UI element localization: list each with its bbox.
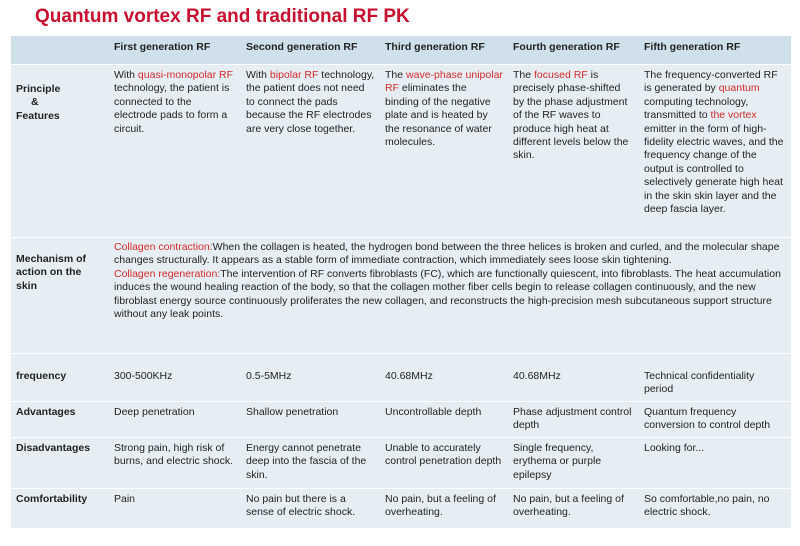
row-label-comfortability: Comfortability [11, 489, 109, 528]
advantages-cell-fifth: Quantum frequency conversion to control depth [639, 402, 791, 437]
principle-label-line2: & [31, 96, 39, 109]
disadvantages-cell-second: Energy cannot penetrate deep into the fascia of the skin. [241, 438, 380, 488]
principle-fifth-mid: computing technology, transmitted to [644, 95, 749, 122]
frequency-cell-second: 0.5-5MHz [241, 354, 380, 401]
principle-cell-first [109, 65, 241, 237]
principle-second-post: technology, the patient does not need to connect the pads because the RF electrodes are very close together. [246, 69, 375, 135]
principle-third-pre: The [385, 69, 407, 81]
principle-fourth-pre: The [513, 69, 535, 81]
advantages-cell-second: Shallow penetration [241, 402, 380, 437]
advantages-cell-fourth: Phase adjustment control depth [508, 402, 639, 437]
principle-second-pre: With [246, 69, 270, 81]
principle-fifth-highlight: quantum [718, 82, 760, 95]
collagen-contraction [114, 241, 786, 268]
disadvantages-cell-first: Strong pain, high risk of burns, and electric shock. [109, 438, 241, 488]
advantages-cell-third: Uncontrollable depth [380, 402, 508, 437]
principle-fourth-highlight: focused RF [534, 69, 588, 81]
collagen-regeneration-text: The intervention of RF converts fibroblasts (FC), which are functionally quiescent, into fibroblasts. The heat accumulation induces the wound healing reaction of the body, so that the collagen mother fiber cells begin to release collagen continuously, and the new fibroblast energy source continuously proliferates the new collagen, and reconstructs the high-precision mesh subcutaneous support structure without any leak points. [114, 267, 781, 321]
principle-cell-second [241, 65, 380, 237]
principle-fifth-pre: The frequency-converted RF is generated by [644, 69, 778, 95]
header-first-generation: First generation RF [109, 36, 241, 64]
principle-label-line3: Features [16, 109, 60, 122]
disadvantages-cell-fourth: Single frequency, erythema or purple epilepsy [508, 438, 639, 488]
frequency-cell-fourth: 40.68MHz [508, 354, 639, 401]
comfortability-cell-fourth: No pain, but a feeling of overheating. [508, 489, 639, 528]
advantages-cell-first: Deep penetration [109, 402, 241, 437]
principle-first-pre: With [114, 69, 138, 81]
frequency-cell-first: 300-500KHz [109, 354, 241, 401]
comfortability-cell-first: Pain [109, 489, 241, 528]
principle-fifth-highlight-2: the vortex [710, 109, 757, 122]
row-label-advantages: Advantages [11, 402, 109, 437]
collagen-regeneration [114, 268, 786, 322]
header-fifth-generation: Fifth generation RF [639, 36, 791, 64]
frequency-cell-fifth: Technical confidentiality period [639, 354, 791, 401]
principle-first-post: technology, the patient is connected to the electrode pads to form a circuit. [114, 82, 230, 135]
principle-fourth-post: is precisely phase-shifted by the phase adjustment of the RF waves to produce high heat at different levels below the skin. [513, 69, 629, 162]
collagen-contraction-text: When the collagen is heated, the hydrogen bond between the three helices is broken and curled, and the molecular shape changes structurally. It appears as a stable form of immediate contraction, which immediately sees loose skin tightening. [114, 241, 780, 267]
principle-second-highlight: bipolar RF [269, 69, 319, 81]
row-label-frequency: frequency [11, 354, 109, 401]
header-third-generation: Third generation RF [380, 36, 508, 64]
header-fourth-generation: Fourth generation RF [508, 36, 639, 64]
principle-cell-fifth [639, 65, 791, 237]
collagen-contraction-title: Collagen contraction: [114, 241, 213, 253]
collagen-regeneration-title: Collagen regeneration: [114, 267, 221, 280]
page-title: Quantum vortex RF and traditional RF PK [35, 6, 410, 27]
comparison-table [11, 36, 791, 528]
frequency-cell-third: 40.68MHz [380, 354, 508, 401]
row-label-disadvantages: Disadvantages [11, 438, 109, 488]
principle-first-highlight: quasi-monopolar RF [137, 69, 234, 81]
disadvantages-cell-fifth: Looking for... [639, 438, 791, 488]
principle-fifth-post: emitter in the form of high-fidelity electric waves, and the frequency change of the output is controlled to selectively generate high heat in the skin skin layer and the deep fascia layer. [644, 122, 784, 216]
comfortability-cell-third: No pain, but a feeling of overheating. [380, 489, 508, 528]
mechanism-cell [109, 238, 791, 353]
principle-third-highlight: wave-phase unipolar RF [385, 69, 503, 95]
comfortability-cell-fifth: So comfortable,no pain, no electric shock. [639, 489, 791, 528]
principle-cell-third [380, 65, 508, 237]
header-corner [11, 36, 109, 64]
header-second-generation: Second generation RF [241, 36, 380, 64]
comfortability-cell-second: No pain but there is a sense of electric shock. [241, 489, 380, 528]
principle-third-post: eliminates the binding of the negative plate and is heated by the resonance of water molecules. [385, 82, 492, 149]
disadvantages-cell-third: Unable to accurately control penetration depth [380, 438, 508, 488]
row-label-mechanism: Mechanism of action on the skin [11, 238, 109, 353]
principle-cell-fourth [508, 65, 639, 237]
principle-label-line1: Principle [16, 83, 61, 95]
row-label-principle [11, 65, 109, 237]
